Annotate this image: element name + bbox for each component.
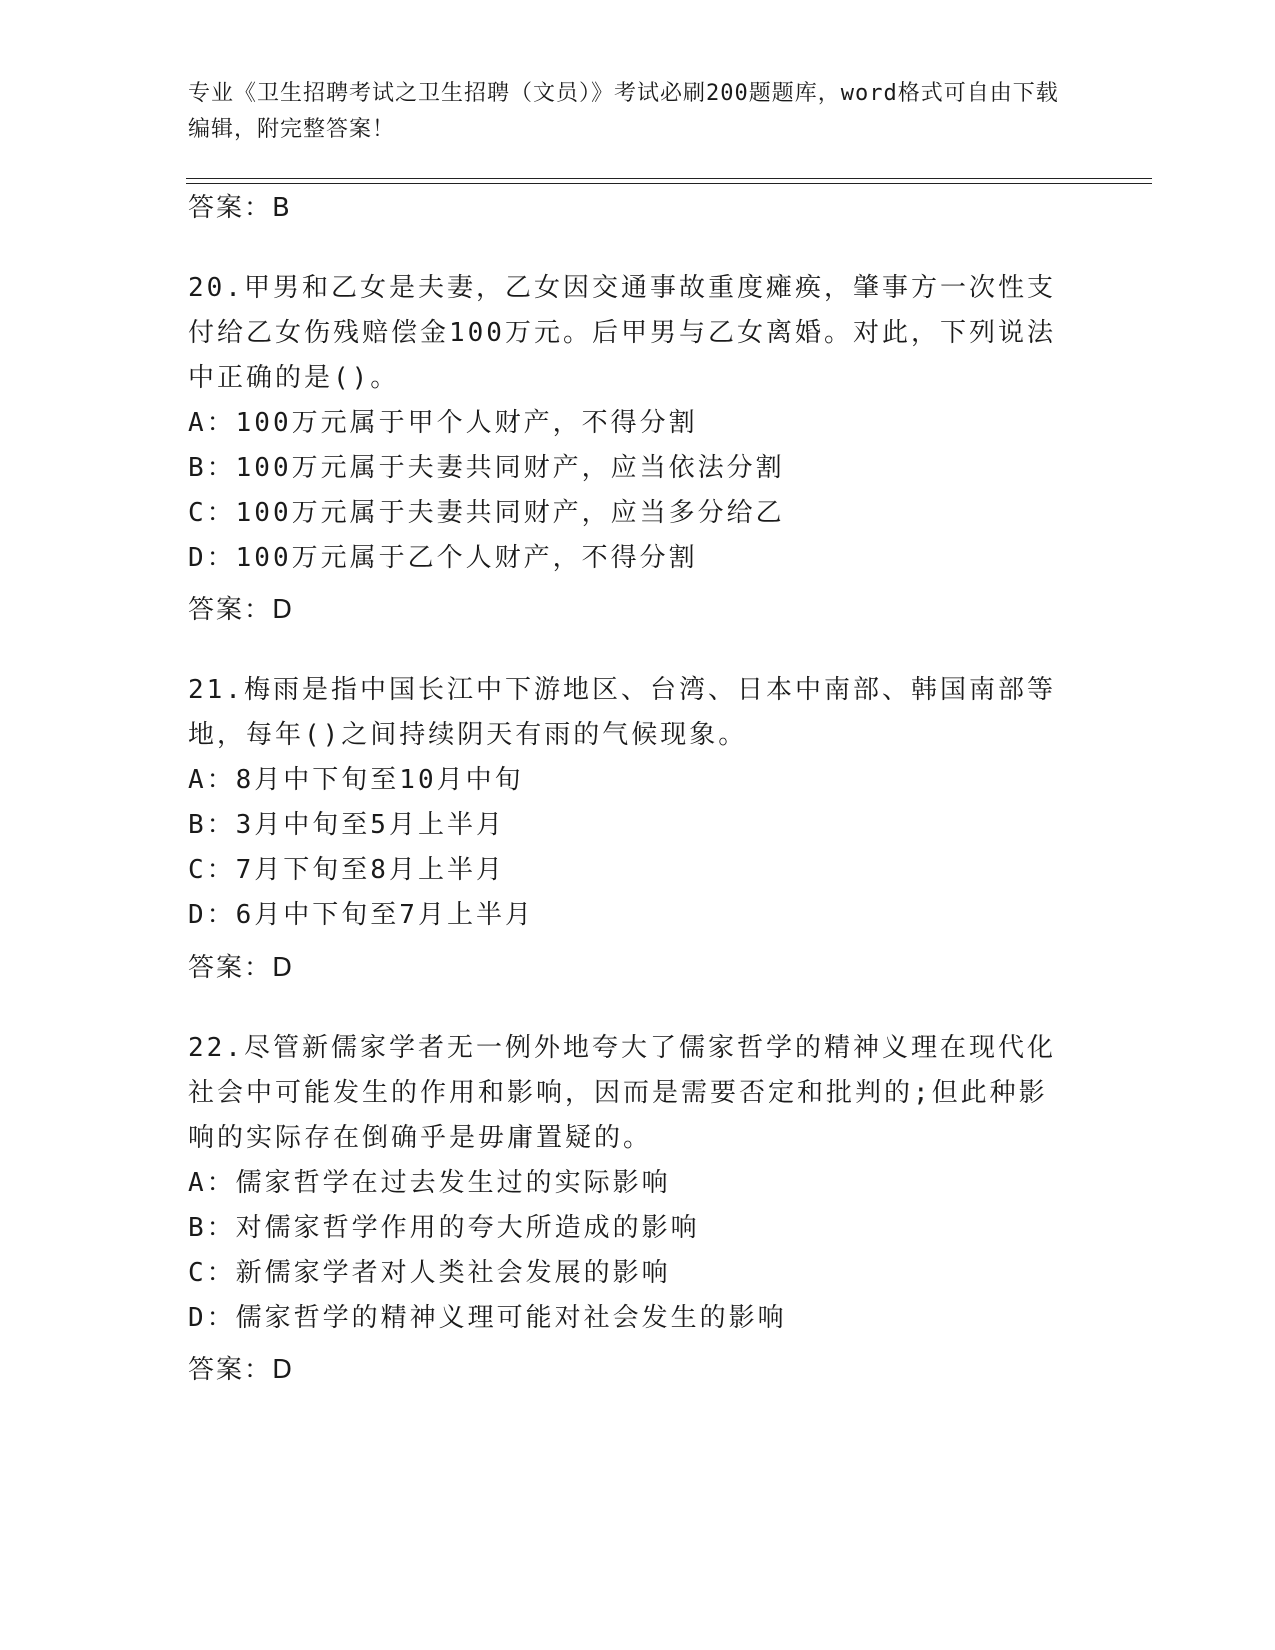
header-divider-top <box>186 178 1152 179</box>
option-d: D：儒家哲学的精神义理可能对社会发生的影响 <box>188 1303 787 1333</box>
question-20 <box>188 266 1068 581</box>
question-stem: 21.梅雨是指中国长江中下游地区、台湾、日本中南部、韩国南部等地，每年()之间持续阴天有雨的气候现象。 <box>188 675 1056 750</box>
answer-22: 答案：D <box>188 1355 295 1385</box>
option-a: A：儒家哲学在过去发生过的实际影响 <box>188 1168 671 1198</box>
option-c: C：新儒家学者对人类社会发展的影响 <box>188 1258 671 1288</box>
option-b: B：对儒家哲学作用的夸大所造成的影响 <box>188 1213 700 1243</box>
option-c: C：7月下旬至8月上半月 <box>188 855 505 885</box>
answer-previous: 答案：B <box>188 193 292 223</box>
option-b: B：100万元属于夫妻共同财产，应当依法分割 <box>188 453 785 483</box>
option-d: D：6月中下旬至7月上半月 <box>188 900 534 930</box>
header-divider-bottom <box>186 183 1152 184</box>
question-stem: 20.甲男和乙女是夫妻，乙女因交通事故重度瘫痪，肇事方一次性支付给乙女伤残赔偿金100万元。后甲男与乙女离婚。对此，下列说法中正确的是()。 <box>188 273 1056 393</box>
question-21 <box>188 668 1068 938</box>
option-d: D：100万元属于乙个人财产，不得分割 <box>188 543 698 573</box>
question-stem: 22.尽管新儒家学者无一例外地夸大了儒家哲学的精神义理在现代化社会中可能发生的作用和影响，因而是需要否定和批判的;但此种影响的实际存在倒确乎是毋庸置疑的。 <box>188 1033 1056 1153</box>
option-a: A：8月中下旬至10月中旬 <box>188 765 524 795</box>
answer-20: 答案：D <box>188 595 295 625</box>
option-a: A：100万元属于甲个人财产，不得分割 <box>188 408 698 438</box>
document-header: 专业《卫生招聘考试之卫生招聘（文员）》考试必刷200题题库，word格式可自由下载编辑，附完整答案！ <box>188 81 1059 142</box>
question-22 <box>188 1026 1068 1341</box>
answer-21: 答案：D <box>188 953 295 983</box>
option-b: B：3月中旬至5月上半月 <box>188 810 505 840</box>
option-c: C：100万元属于夫妻共同财产，应当多分给乙 <box>188 498 785 528</box>
